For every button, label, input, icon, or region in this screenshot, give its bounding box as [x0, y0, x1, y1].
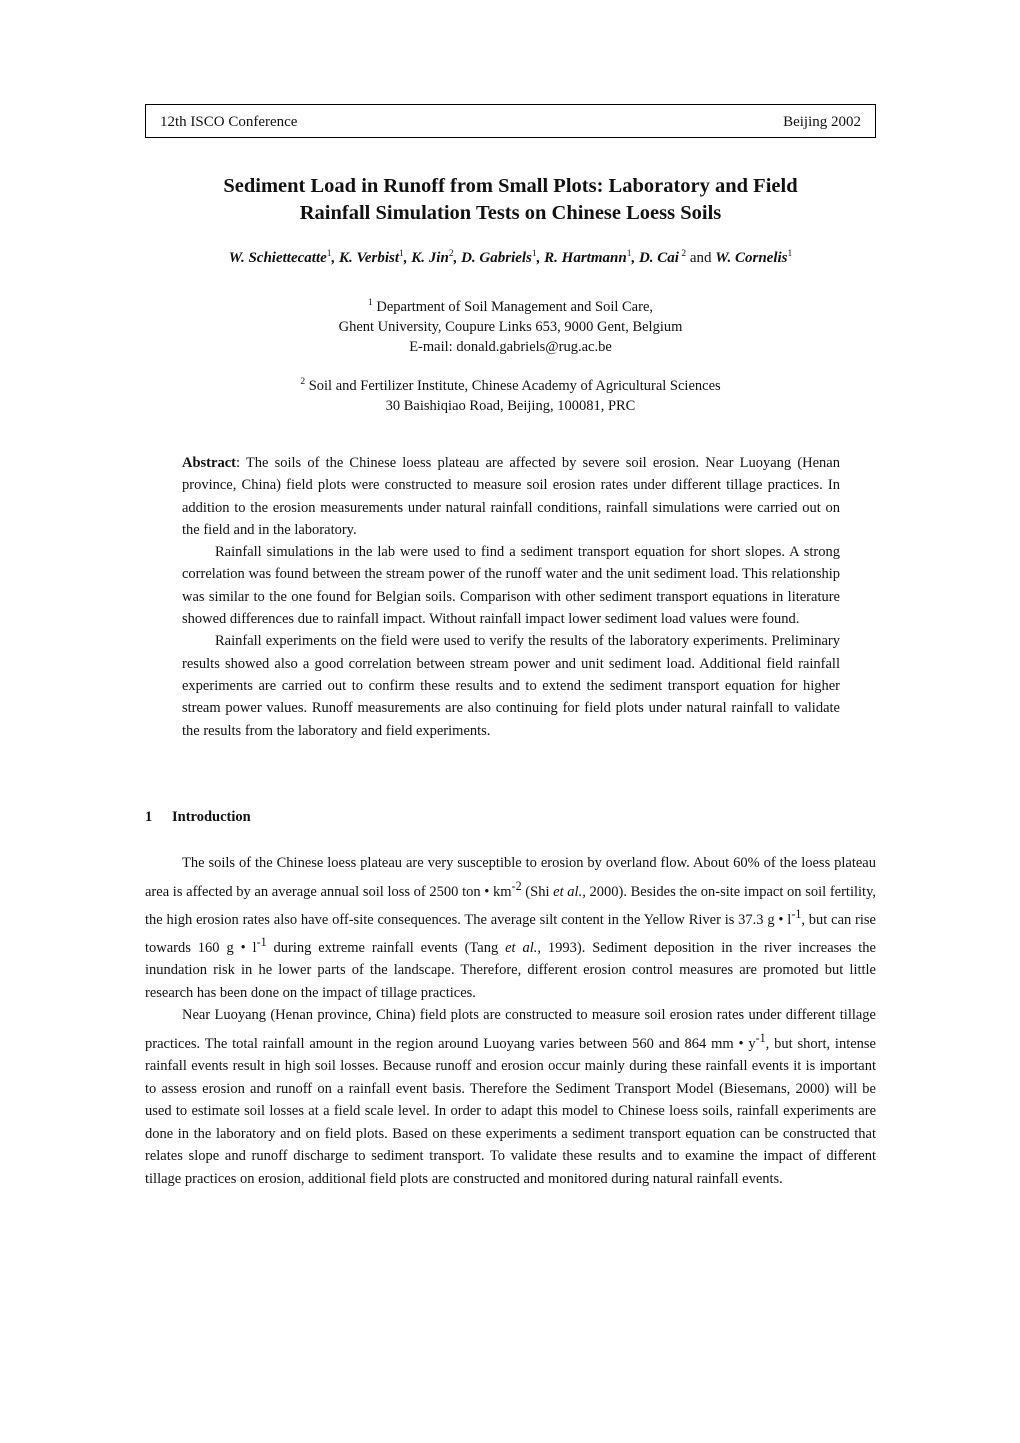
paper-title [145, 173, 876, 227]
affiliation-1-email: E-mail: donald.gabriels@rug.ac.be [409, 339, 612, 355]
author-list [145, 250, 876, 267]
abstract-paragraph-1 [182, 452, 840, 541]
title-line-2: Rainfall Simulation Tests on Chinese Loess Soils [299, 202, 722, 224]
author-separator: , [403, 250, 412, 266]
unit-exponent: -1 [755, 1030, 766, 1045]
intro-paragraph-1 [145, 852, 876, 1004]
author-name: R. Hartmann [544, 250, 627, 266]
author-name: K. Verbist [339, 250, 400, 266]
intro-text: The soils of the Chinese loess plateau are very susceptible to erosion by overland flow. About 60% of the loess plateau area is affected by an average annual soil loss of 2500 ton • km [145, 855, 876, 900]
intro-paragraph-2 [145, 1004, 876, 1190]
author-name: W. Schiettecatte [228, 250, 327, 266]
affiliation-1-dept: Department of Soil Management and Soil Care, [372, 299, 653, 315]
header-location-year: Beijing 2002 [783, 114, 861, 130]
abstract-paragraph-3: Rainfall experiments on the field were used to verify the results of the laboratory experiments. Preliminary results showed also a good correlation between stream power and unit sediment load. Additional field rainfall experiments are carried out to confirm these results and to extend the sediment transport equation for higher stream power values. Runoff measurements are also continuing for field plots under natural rainfall to validate the results from the laboratory and field experiments. [182, 633, 840, 739]
intro-text: during extreme rainfall events (Tang [266, 939, 506, 956]
unit-exponent: -1 [791, 906, 802, 921]
author-separator: , [453, 250, 462, 266]
author-affil-mark: 1 [399, 249, 404, 259]
header-conference: 12th ISCO Conference [160, 114, 298, 130]
intro-text: , but can rise towards 160 g • l [145, 911, 876, 956]
author-affil-mark: 2 [678, 249, 687, 259]
unit-exponent: -1 [256, 935, 267, 950]
abstract-label: Abstract [182, 455, 236, 471]
author-name: W. Cornelis [715, 250, 788, 266]
section-heading-introduction [145, 809, 251, 826]
citation-et-al: et al. [505, 939, 538, 956]
section-number: 1 [145, 809, 153, 825]
author-affil-mark: 1 [326, 249, 332, 259]
abstract [182, 452, 840, 742]
author-name: D. Gabriels [461, 250, 532, 266]
section-title: Introduction [172, 809, 251, 825]
affiliation-2-line-1 [145, 376, 876, 396]
affiliation-1-mark: 1 [367, 298, 373, 308]
abstract-paragraph-2: Rainfall simulations in the lab were used to find a sediment transport equation for short slopes. A strong correlation was found between the stream power of the runoff water and the unit sediment load. This relationship was similar to the one found for Belgian soils. Comparison with other sediment transport equations in literature showed differences due to rainfall impact. Without rainfall impact lower sediment load values were found. [182, 544, 840, 628]
intro-text: , but short, intense rainfall events result in high soil losses. Because runoff and erosion occur mainly during these rainfall events it is important to assess erosion and runoff on a rainfall event basis. Therefore the Sediment Transport Model (Biesemans, 2000) will be used to estimate soil losses at a field scale level. In order to adapt this model to Chinese loess soils, rainfall experiments are done in the laboratory and on field plots. Based on these experiments a sediment transport equation can be constructed that relates slope and runoff discharge to sediment transport. To validate these results and to examine the impact of different tillage practices on erosion, additional field plots are constructed and monitored during natural rainfall events. [145, 1035, 876, 1187]
citation-et-al: et al. [553, 883, 583, 900]
affiliation-1-line-1 [145, 297, 876, 317]
author-separator: , [331, 250, 340, 266]
unit-exponent: -2 [511, 878, 522, 893]
author-separator: , [631, 250, 639, 266]
affiliation-1-line-2: Ghent University, Coupure Links 653, 9000 Gent, Belgium [338, 319, 683, 335]
intro-text: , 1993). Sediment deposition in the river increases the inundation risk in he lower parts of the landscape. Therefore, different erosion control measures are promoted but little research has been done on the impact of tillage practices. [145, 939, 876, 1001]
authors-and: and [686, 250, 716, 266]
intro-text: (Shi [521, 883, 554, 900]
author-affil-mark: 1 [531, 249, 537, 259]
intro-text: , 2000). Besides the on-site impact on soil fertility, the high erosion rates also have off-site consequences. The average silt content in the Yellow River is 37.3 g • l [145, 883, 877, 928]
affiliation-2-inst: Soil and Fertilizer Institute, Chinese Academy of Agricultural Sciences [305, 378, 721, 394]
author-affil-mark: 1 [787, 249, 793, 259]
introduction-body [145, 852, 876, 1190]
author-affil-mark: 1 [626, 249, 632, 259]
author-separator: , [536, 250, 545, 266]
author-name: D. Cai [638, 250, 679, 266]
author-affil-mark: 2 [448, 249, 454, 259]
author-name: K. Jin [411, 250, 449, 266]
intro-text: Near Luoyang (Henan province, China) field plots are constructed to measure soil erosion rates under different tillage practices. The total rainfall amount in the region around Luoyang varies between 560 and 864 mm • y [145, 1007, 876, 1052]
affiliation-2-line-2: 30 Baishiqiao Road, Beijing, 100081, PRC [385, 398, 636, 414]
title-line-1: Sediment Load in Runoff from Small Plots: Laboratory and Field [223, 175, 798, 197]
affiliation-1 [145, 297, 876, 357]
running-header [145, 104, 876, 138]
affiliation-2 [145, 376, 876, 416]
affiliation-2-mark: 2 [300, 377, 306, 387]
abstract-text-1: : The soils of the Chinese loess plateau are affected by severe soil erosion. Near Luoyang (Henan province, China) field plots were constructed to measure soil erosion rates under different tillage practices. In addition to the erosion measurements under natural rainfall conditions, rainfall simulations were carried out on the field and in the laboratory. [182, 455, 840, 538]
